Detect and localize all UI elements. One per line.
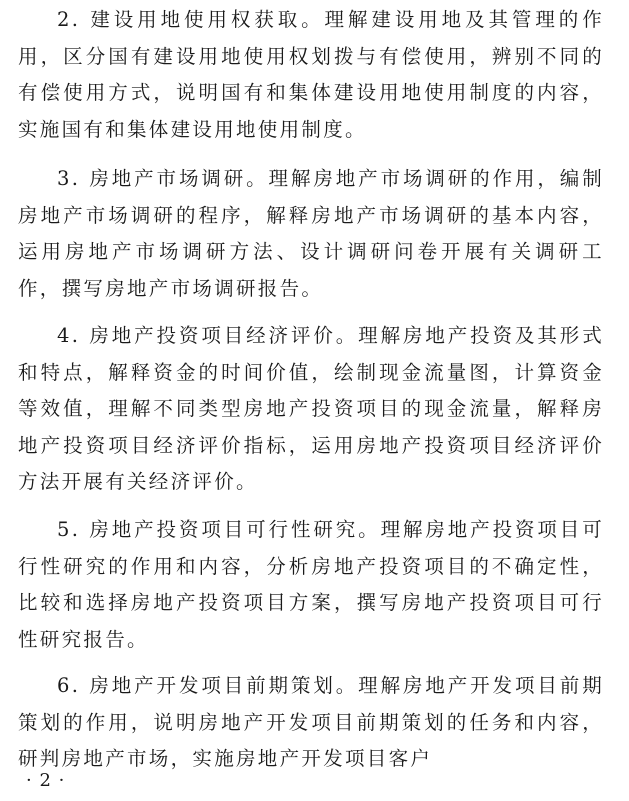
- paragraph-3: [18, 161, 604, 307]
- paragraph-number: 6.: [57, 674, 81, 697]
- paragraph-number: 5.: [57, 518, 81, 541]
- paragraph-4: [18, 318, 604, 501]
- paragraph-text: 房地产开发项目前期策划。理解房地产开发项目前期策划的作用，说明房地产开发项目前期策划的任务和内容，研判房地产市场，实施房地产开发项目客户: [18, 674, 604, 771]
- page-number: · 2 ·: [26, 770, 66, 791]
- paragraph-number: 2.: [57, 8, 81, 31]
- paragraph-text: 房地产市场调研。理解房地产市场调研的作用，编制房地产市场调研的程序，解释房地产市场调研的基本内容，运用房地产市场调研方法、设计调研问卷开展有关调研工作，撰写房地产市场调研报告。: [18, 167, 604, 300]
- paragraph-6: [18, 668, 604, 778]
- paragraph-2: [18, 2, 604, 148]
- paragraph-number: 4.: [57, 324, 81, 347]
- paragraph-number: 3.: [57, 167, 81, 190]
- paragraph-text: 房地产投资项目可行性研究。理解房地产投资项目可行性研究的作用和内容，分析房地产投资项目的不确定性，比较和选择房地产投资项目方案，撰写房地产投资项目可行性研究报告。: [18, 518, 604, 651]
- paragraph-5: [18, 512, 604, 658]
- paragraph-text: 建设用地使用权获取。理解建设用地及其管理的作用，区分国有建设用地使用权划拨与有偿使用，辨别不同的有偿使用方式，说明国有和集体建设用地使用制度的内容，实施国有和集体建设用地使用制度。: [18, 8, 604, 141]
- paragraph-text: 房地产投资项目经济评价。理解房地产投资及其形式和特点，解释资金的时间价值，绘制现金流量图，计算资金等效值，理解不同类型房地产投资项目的现金流量，解释房地产投资项目经济评价指标，运用房地产投资项目经济评价方法开展有关经济评价。: [18, 324, 604, 494]
